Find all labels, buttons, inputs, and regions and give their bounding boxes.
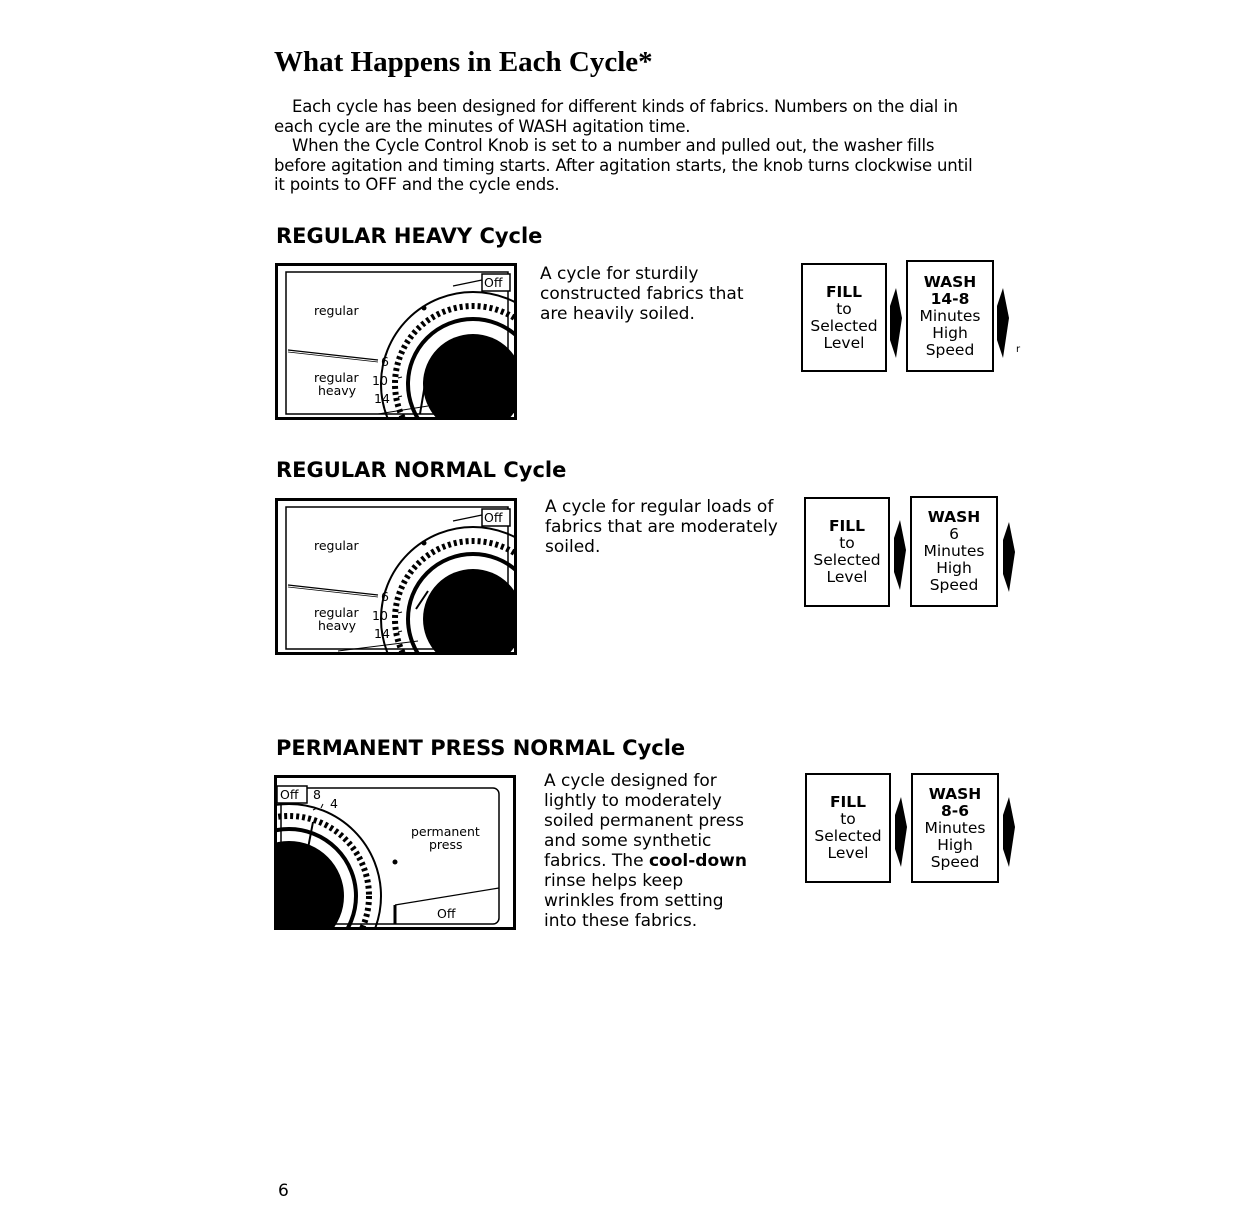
- fill-to: to: [839, 534, 855, 552]
- dial-drawing: [278, 266, 514, 417]
- tick-8: 8: [313, 787, 321, 802]
- arrow-right-icon: [894, 797, 908, 867]
- dial-drawing: [278, 501, 514, 652]
- tick-10: 10: [372, 608, 388, 623]
- regular-heavy-fill-box: [801, 263, 887, 372]
- wash-header: WASH: [923, 272, 977, 291]
- fill-to: to: [840, 810, 856, 828]
- dial-drawing: [277, 778, 513, 927]
- permanent-press-wash-box: [911, 773, 999, 883]
- wash-minutes-value: 14-8: [930, 289, 970, 308]
- setting-press-label: press: [429, 837, 463, 852]
- off-label: Off: [280, 787, 299, 802]
- description-text: A cycle designed for lightly to moderately soiled permanent press and some synthetic fabrics. The: [544, 771, 744, 871]
- arrow-right-icon: [1002, 797, 1016, 867]
- description-text-end: rinse helps keep wrinkles from setting into these fabrics.: [544, 871, 724, 931]
- regular-normal-title: REGULAR NORMAL Cycle: [276, 458, 567, 482]
- regular-label: regular: [314, 303, 359, 318]
- permanent-press-fill-box: [805, 773, 891, 883]
- regular-heavy-description: A cycle for sturdily constructed fabrics that are heavily soiled.: [540, 264, 744, 324]
- regular-label: regular: [314, 538, 359, 553]
- setting-heavy-label: heavy: [318, 383, 357, 398]
- intro-text: [274, 97, 974, 195]
- fill-header: FILL: [825, 282, 863, 301]
- regular-normal-description: A cycle for regular loads of fabrics that are moderately soiled.: [545, 497, 778, 557]
- fill-selected: Selected: [814, 827, 882, 845]
- arrow-right-icon: [889, 288, 903, 358]
- arrow-right-icon: [1002, 522, 1016, 592]
- regular-heavy-dial-illustration: [275, 263, 517, 420]
- wash-minutes: Minutes: [924, 818, 986, 837]
- wash-minutes-value: 6: [949, 525, 959, 543]
- page-number: 6: [278, 1181, 289, 1201]
- regular-heavy-title: REGULAR HEAVY Cycle: [276, 224, 543, 248]
- intro-paragraph-1: Each cycle has been designed for different kinds of fabrics. Numbers on the dial in each cycle are the minutes of WASH agitation time.: [274, 97, 958, 136]
- wash-header: WASH: [927, 508, 981, 526]
- setting-regular-label: regular: [314, 370, 359, 385]
- tick-10: 10: [372, 373, 388, 388]
- page-title: What Happens in Each Cycle*: [274, 46, 653, 78]
- setting-heavy-label: heavy: [318, 618, 357, 633]
- regular-normal-wash-box: [910, 496, 998, 607]
- fill-to: to: [836, 299, 852, 318]
- cool-down-term: cool-down: [648, 851, 747, 871]
- fill-selected: Selected: [813, 551, 881, 569]
- arrow-right-icon: [893, 520, 907, 590]
- wash-header: WASH: [928, 784, 982, 803]
- tick-6: 6: [381, 589, 389, 604]
- tick-6: 6: [381, 354, 389, 369]
- wash-speed: Speed: [925, 340, 975, 359]
- fill-level: Level: [827, 844, 869, 862]
- fill-header: FILL: [828, 517, 866, 535]
- arrow-right-icon: [996, 288, 1010, 358]
- wash-speed: Speed: [929, 576, 979, 594]
- wash-speed: Speed: [930, 852, 980, 871]
- intro-paragraph-2: When the Cycle Control Knob is set to a number and pulled out, the washer fills before agitation and timing starts. After agitation starts, the knob turns clockwise until it points to OFF and the cycle ends.: [274, 136, 973, 194]
- tick-14: 14: [374, 626, 390, 641]
- wash-minutes: Minutes: [923, 542, 985, 560]
- fill-selected: Selected: [810, 316, 878, 335]
- fill-level: Level: [823, 333, 865, 352]
- fill-level: Level: [826, 568, 868, 586]
- tick-4: 4: [330, 796, 338, 811]
- wash-high: High: [937, 835, 973, 854]
- wash-minutes-value: 8-6: [940, 801, 969, 820]
- wash-high: High: [936, 559, 972, 577]
- permanent-press-title: PERMANENT PRESS NORMAL Cycle: [276, 736, 686, 760]
- regular-heavy-wash-box: [906, 260, 994, 372]
- regular-normal-fill-box: [804, 497, 890, 607]
- wash-high: High: [932, 323, 968, 342]
- permanent-press-description: [544, 771, 754, 931]
- stray-mark: r: [1016, 344, 1021, 355]
- regular-normal-dial-illustration: [275, 498, 517, 655]
- off-label: Off: [484, 275, 503, 290]
- wash-minutes: Minutes: [919, 306, 981, 325]
- off-bottom-label: Off: [437, 906, 456, 921]
- tick-14: 14: [374, 391, 390, 406]
- off-label: Off: [484, 510, 503, 525]
- fill-header: FILL: [829, 793, 867, 811]
- permanent-press-dial-illustration: [274, 775, 516, 930]
- setting-regular-label: regular: [314, 605, 359, 620]
- setting-permanent-label: permanent: [411, 824, 480, 839]
